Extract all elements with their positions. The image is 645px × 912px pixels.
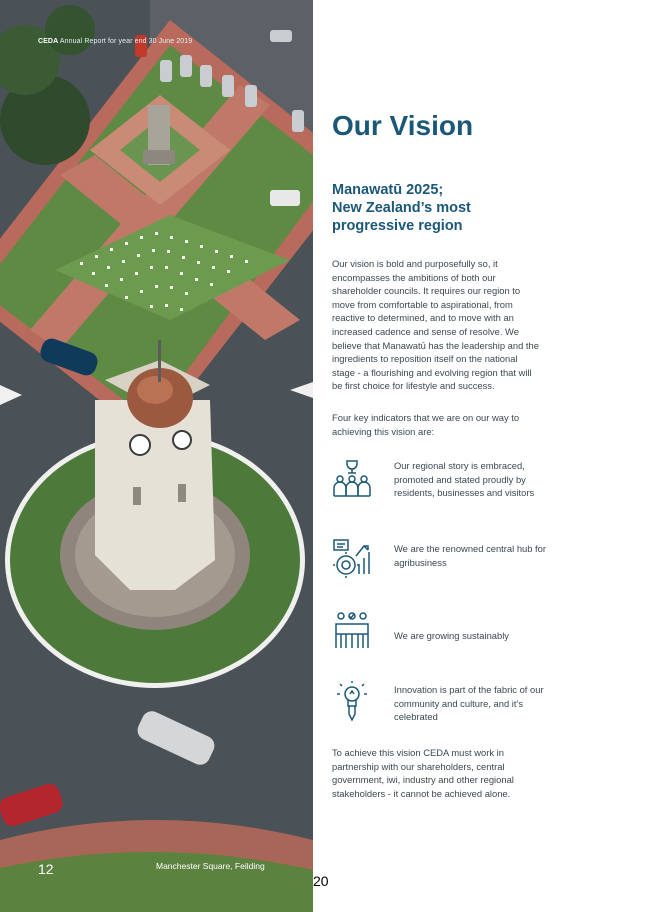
innovation-bulb-icon bbox=[332, 680, 372, 722]
agri-growth-icon bbox=[332, 538, 372, 580]
indicator-text: Our regional story is embraced, promoted and stated proudly by residents, businesses and visitors bbox=[394, 460, 535, 499]
running-head bbox=[38, 38, 192, 45]
aerial-photo-drawing bbox=[0, 0, 313, 912]
indicator-text: We are growing sustainably bbox=[394, 630, 509, 641]
indicator-item bbox=[332, 610, 552, 670]
subtitle-line: progressive region bbox=[332, 218, 463, 234]
aerial-photo bbox=[0, 0, 313, 912]
indicator-item bbox=[332, 538, 552, 598]
photo-caption: Manchester Square, Feilding bbox=[156, 861, 265, 871]
team-growth-icon bbox=[332, 610, 372, 652]
subtitle-line: New Zealand’s most bbox=[332, 200, 471, 216]
running-head-org: CEDA bbox=[38, 38, 59, 45]
indicator-item bbox=[332, 458, 552, 518]
intro-paragraph: Our vision is bold and purposefully so, it encompasses the ambitions of both our shareholder councils. It requires our region to move from comfortable to aspirational, from reactive to determined, and to move with an increased cadence and sense of resolve. We believe that Manawatū has the leadership and the ingredients to reposition itself on the national stage - a flourishing and evolving region that will be first choice for lifestyle and success. bbox=[332, 258, 539, 392]
page-number: 12 bbox=[38, 861, 54, 877]
people-trophy-icon bbox=[332, 458, 372, 500]
page-title: Our Vision bbox=[332, 110, 474, 141]
running-head-rest: Annual Report for year end 30 June 2019 bbox=[58, 38, 193, 45]
indicators-lead: Four key indicators that we are on our way to achieving this vision are: bbox=[332, 412, 520, 437]
vision-subtitle bbox=[332, 181, 552, 235]
closing-paragraph: To achieve this vision CEDA must work in partnership with our shareholders, central government, iwi, industry and other regional stakeholders - it cannot be achieved alone. bbox=[332, 747, 514, 799]
pdf-page-number: 20 bbox=[313, 873, 329, 889]
indicator-text: We are the renowned central hub for agribusiness bbox=[394, 543, 547, 568]
indicator-item bbox=[332, 680, 552, 740]
subtitle-line: Manawatū 2025; bbox=[332, 182, 444, 198]
indicator-text: Innovation is part of the fabric of our community and culture, and it’s celebrated bbox=[394, 684, 544, 723]
